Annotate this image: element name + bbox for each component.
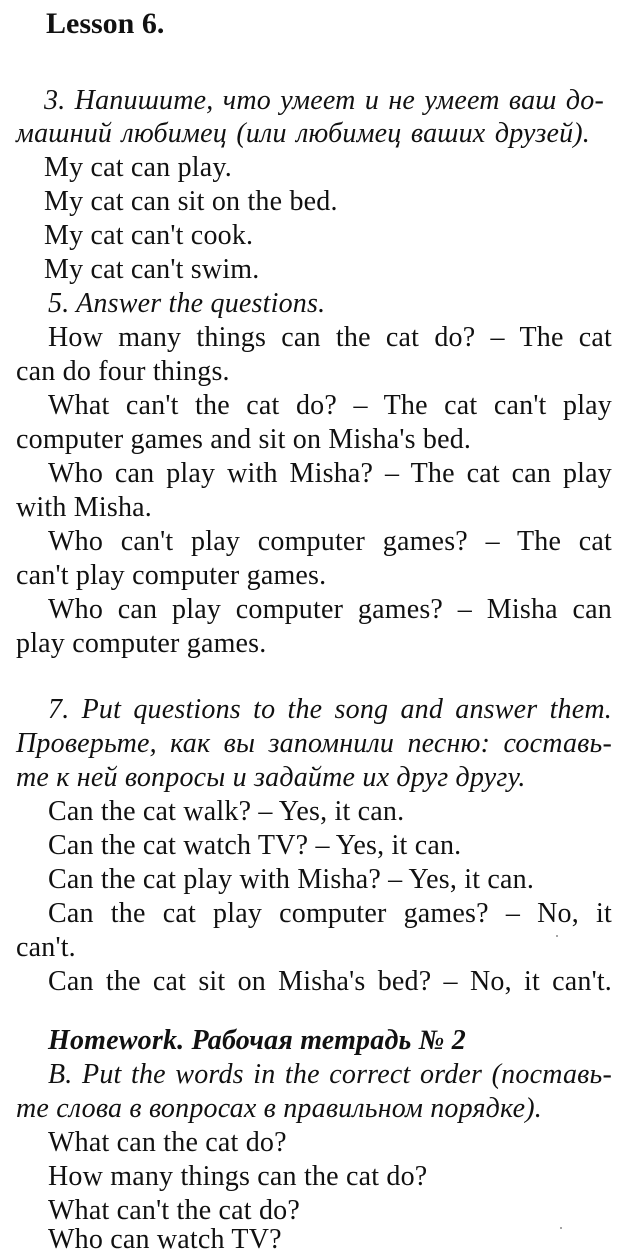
ex5-line: Who can play with Misha? – The cat can play xyxy=(48,458,612,489)
ex5-heading: 5. Answer the questions. xyxy=(48,288,326,319)
ex7-line: can't. xyxy=(16,932,76,963)
homework-line: How many things can the cat do? xyxy=(48,1161,428,1192)
ex7-instruction-line-1: 7. Put questions to the song and answer them. xyxy=(48,694,612,725)
scan-speck xyxy=(560,1227,562,1229)
ex7-line: Can the cat watch TV? – Yes, it can. xyxy=(48,830,462,861)
ex5-line: can't play computer games. xyxy=(16,560,327,591)
lesson-title: Lesson 6. xyxy=(46,7,165,40)
ex5-line: play computer games. xyxy=(16,628,267,659)
ex3-answer: My cat can't swim. xyxy=(44,254,260,285)
ex5-line: How many things can the cat do? – The cat xyxy=(48,322,612,353)
homework-instruction-line-1: B. Put the words in the correct order (поставь- xyxy=(48,1059,612,1090)
ex7-instruction-line-3: те к ней вопросы и задайте их друг другу. xyxy=(16,762,526,793)
homework-line: What can't the cat do? xyxy=(48,1195,300,1226)
ex5-line: What can't the cat do? – The cat can't play xyxy=(48,390,612,421)
ex5-line: computer games and sit on Misha's bed. xyxy=(16,424,472,455)
ex5-line: can do four things. xyxy=(16,356,230,387)
ex3-answer: My cat can't cook. xyxy=(44,220,254,251)
scan-speck xyxy=(556,935,558,937)
homework-line: What can the cat do? xyxy=(48,1127,287,1158)
ex5-line: Who can't play computer games? – The cat xyxy=(48,526,612,557)
ex5-line: with Misha. xyxy=(16,492,152,523)
ex7-line: Can the cat walk? – Yes, it can. xyxy=(48,796,405,827)
ex7-line: Can the cat play computer games? – No, it xyxy=(48,898,612,929)
ex7-instruction-line-2: Проверьте, как вы запомнили песню: составь- xyxy=(16,728,612,759)
ex7-line: Can the cat play with Misha? – Yes, it can. xyxy=(48,864,535,895)
ex3-answer: My cat can play. xyxy=(44,152,232,183)
ex5-line: Who can play computer games? – Misha can xyxy=(48,594,612,625)
ex3-instruction-line-2: машний любимец (или любимец ваших друзей). xyxy=(16,118,590,149)
homework-line: Who can watch TV? xyxy=(48,1224,282,1255)
homework-heading: Homework. Рабочая тетрадь № 2 xyxy=(48,1025,466,1056)
homework-instruction-line-2: те слова в вопросах в правильном порядке). xyxy=(16,1093,542,1124)
ex3-instruction-line-1: 3. Напишите, что умеет и не умеет ваш до- xyxy=(44,85,604,116)
ex3-answer: My cat can sit on the bed. xyxy=(44,186,338,217)
ex7-line: Can the cat sit on Misha's bed? – No, it can't. xyxy=(48,966,612,997)
